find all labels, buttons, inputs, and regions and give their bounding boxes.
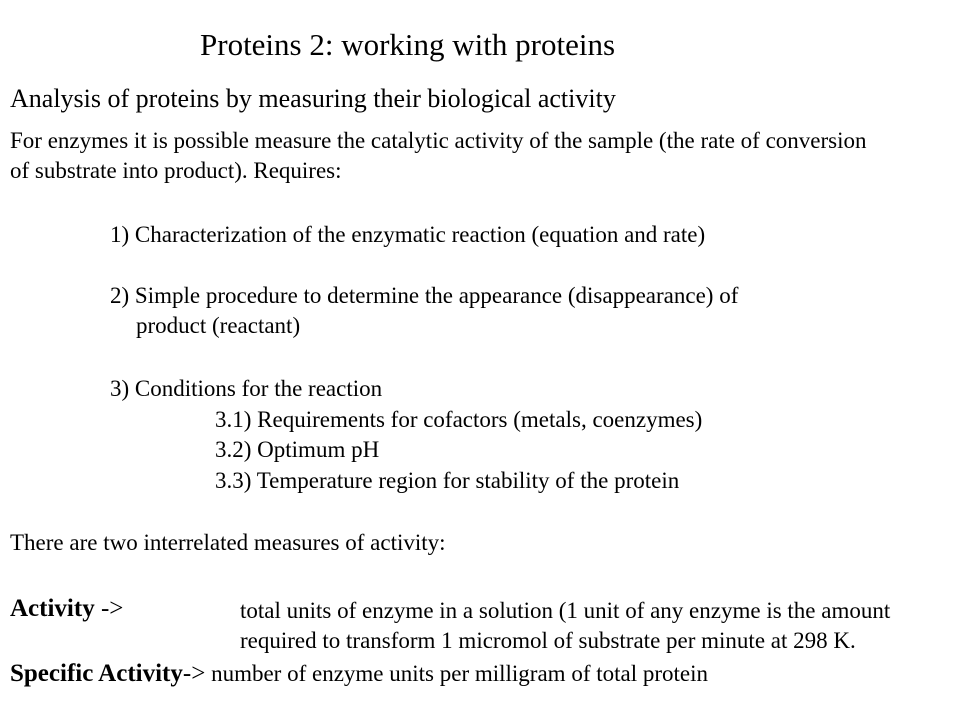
- requirement-3-3: 3.3) Temperature region for stability of the protein: [215, 468, 680, 493]
- requirement-3-2: 3.2) Optimum pH: [215, 437, 380, 462]
- activity-definition-line-2: required to transform 1 micromol of substrate per minute at 298 K.: [240, 628, 856, 653]
- section-heading: Analysis of proteins by measuring their biological activity: [10, 84, 616, 113]
- specific-activity-row: [10, 660, 708, 688]
- requirement-2-line-2: product (reactant): [136, 313, 301, 338]
- requirement-2: [110, 281, 738, 341]
- requirement-1: 1) Characterization of the enzymatic reaction (equation and rate): [110, 222, 706, 247]
- activity-arrow: ->: [94, 595, 124, 622]
- specific-activity-arrow: ->: [182, 660, 206, 687]
- intro-line-1: For enzymes it is possible measure the catalytic activity of the sample (the rate of conversion: [10, 128, 867, 153]
- activity-definition: [240, 596, 890, 656]
- requirement-3: 3) Conditions for the reaction: [110, 376, 383, 401]
- activity-term-label: Activity: [10, 595, 95, 622]
- requirement-3-1: 3.1) Requirements for cofactors (metals, coenzymes): [215, 407, 703, 432]
- specific-activity-definition: number of enzyme units per milligram of total protein: [205, 661, 709, 686]
- specific-activity-term: Specific Activity: [10, 660, 183, 687]
- page-title: Proteins 2: working with proteins: [200, 27, 616, 62]
- activity-definition-line-1: total units of enzyme in a solution (1 unit of any enzyme is the amount: [240, 598, 891, 623]
- measures-intro: There are two interrelated measures of activity:: [10, 530, 446, 555]
- intro-paragraph: [10, 126, 866, 186]
- intro-line-2: of substrate into product). Requires:: [10, 158, 342, 183]
- activity-term: [10, 595, 123, 623]
- requirement-2-line-1: 2) Simple procedure to determine the appearance (disappearance) of: [110, 283, 739, 308]
